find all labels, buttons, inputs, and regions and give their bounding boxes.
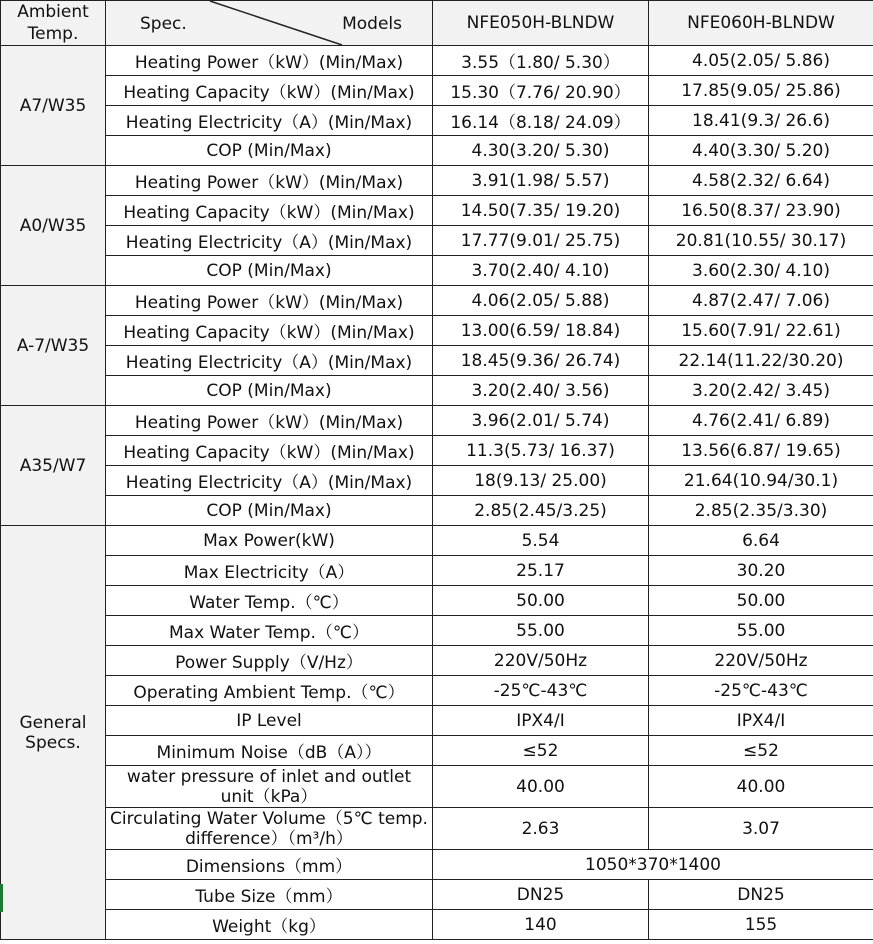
value-b: 155: [649, 910, 873, 940]
table-row: [1, 406, 873, 436]
value-b: 20.81(10.55/ 30.17): [649, 226, 873, 256]
table-row: [1, 496, 873, 526]
value-a: 18(9.13/ 25.00): [433, 466, 649, 496]
edge-marker: [0, 884, 3, 912]
value-a: 13.00(6.59/ 18.84): [433, 316, 649, 346]
spec-cell: COP (Min/Max): [106, 256, 433, 286]
table-row: [1, 910, 873, 940]
value-b: 22.14(11.22/30.20): [649, 346, 873, 376]
spec-cell: COP (Min/Max): [106, 496, 433, 526]
value-b: 3.07: [649, 808, 873, 850]
value-a: 14.50(7.35/ 19.20): [433, 196, 649, 226]
condition-a-7-w35: A-7/W35: [1, 286, 106, 406]
spec-cell: Heating Capacity（kW）(Min/Max): [106, 316, 433, 346]
value-b: 4.58(2.32/ 6.64): [649, 166, 873, 196]
spec-cell: Circulating Water Volume（5℃ temp. difference）（m³/h）: [106, 808, 433, 850]
value-a: ≤52: [433, 736, 649, 766]
spec-cell: Heating Electricity（A）(Min/Max): [106, 346, 433, 376]
value-a: 55.00: [433, 616, 649, 646]
spec-cell: Tube Size（mm）: [106, 880, 433, 910]
value-b: 3.60(2.30/ 4.10): [649, 256, 873, 286]
table-row: [1, 736, 873, 766]
value-b: 17.85(9.05/ 25.86): [649, 76, 873, 106]
value-a: 2.85(2.45/3.25): [433, 496, 649, 526]
value-a: 40.00: [433, 766, 649, 808]
spec-cell: water pressure of inlet and outlet unit（kPa）: [106, 766, 433, 808]
value-b: 15.60(7.91/ 22.61): [649, 316, 873, 346]
value-b: 13.56(6.87/ 19.65): [649, 436, 873, 466]
table-row: [1, 646, 873, 676]
value-a: 50.00: [433, 586, 649, 616]
model-a-header: NFE050H-BLNDW: [433, 1, 649, 46]
table-row: [1, 676, 873, 706]
value-b: 6.64: [649, 526, 873, 556]
value-a: DN25: [433, 880, 649, 910]
value-b: 2.85(2.35/3.30): [649, 496, 873, 526]
table-row: [1, 136, 873, 166]
table-row: [1, 808, 873, 850]
table-row: [1, 226, 873, 256]
value-a: 140: [433, 910, 649, 940]
table-row: [1, 46, 873, 76]
model-b-header: NFE060H-BLNDW: [649, 1, 873, 46]
value-b: 4.87(2.47/ 7.06): [649, 286, 873, 316]
table-row: [1, 376, 873, 406]
value-a: 3.20(2.40/ 3.56): [433, 376, 649, 406]
condition-a35-w7: A35/W7: [1, 406, 106, 526]
spec-cell: Heating Capacity（kW）(Min/Max): [106, 196, 433, 226]
ambient-temp-header: Ambient Temp.: [1, 1, 106, 46]
value-a: 4.06(2.05/ 5.88): [433, 286, 649, 316]
value-b: 220V/50Hz: [649, 646, 873, 676]
value-a: 11.3(5.73/ 16.37): [433, 436, 649, 466]
value-a: 3.70(2.40/ 4.10): [433, 256, 649, 286]
value-a: 3.96(2.01/ 5.74): [433, 406, 649, 436]
table-row: [1, 850, 873, 880]
value-a: 25.17: [433, 556, 649, 586]
table-row: [1, 196, 873, 226]
value-b: 18.41(9.3/ 26.6): [649, 106, 873, 136]
value-b: 4.40(3.30/ 5.20): [649, 136, 873, 166]
table-row: [1, 256, 873, 286]
spec-cell: Heating Power（kW）(Min/Max): [106, 46, 433, 76]
table-row: [1, 166, 873, 196]
spec-cell: Heating Capacity（kW）(Min/Max): [106, 76, 433, 106]
table-row: [1, 466, 873, 496]
value-a: -25℃-43℃: [433, 676, 649, 706]
spec-cell: Heating Electricity（A）(Min/Max): [106, 106, 433, 136]
value-a: 17.77(9.01/ 25.75): [433, 226, 649, 256]
value-b: DN25: [649, 880, 873, 910]
value-b: 55.00: [649, 616, 873, 646]
header-row: [1, 1, 873, 46]
value-b: -25℃-43℃: [649, 676, 873, 706]
table-row: [1, 76, 873, 106]
table-row: [1, 706, 873, 736]
general-specs-label: General Specs.: [1, 526, 106, 940]
spec-cell: Heating Power（kW）(Min/Max): [106, 406, 433, 436]
merged-value: 1050*370*1400: [433, 850, 873, 880]
table-row: [1, 586, 873, 616]
value-a: 4.30(3.20/ 5.30): [433, 136, 649, 166]
spec-cell: Heating Electricity（A）(Min/Max): [106, 226, 433, 256]
spec-label: Spec.: [140, 14, 187, 34]
spec-cell: Operating Ambient Temp.（℃）: [106, 676, 433, 706]
value-b: 4.76(2.41/ 6.89): [649, 406, 873, 436]
table-row: [1, 616, 873, 646]
value-a: 5.54: [433, 526, 649, 556]
spec-cell: Power Supply（V/Hz）: [106, 646, 433, 676]
value-b: 3.20(2.42/ 3.45): [649, 376, 873, 406]
spec-cell: COP (Min/Max): [106, 136, 433, 166]
models-label: Models: [342, 14, 402, 34]
spec-cell: Weight（kg）: [106, 910, 433, 940]
spec-cell: Max Power(kW): [106, 526, 433, 556]
spec-cell: Water Temp.（℃）: [106, 586, 433, 616]
table-row: [1, 286, 873, 316]
table-row: [1, 556, 873, 586]
spec-cell: Max Water Temp.（℃）: [106, 616, 433, 646]
condition-a7-w35: A7/W35: [1, 46, 106, 166]
table-row: [1, 766, 873, 808]
value-b: 16.50(8.37/ 23.90): [649, 196, 873, 226]
spec-cell: Minimum Noise（dB（A））: [106, 736, 433, 766]
spec-cell: Heating Power（kW）(Min/Max): [106, 166, 433, 196]
table-row: [1, 880, 873, 910]
spec-cell: Max Electricity（A）: [106, 556, 433, 586]
value-b: 30.20: [649, 556, 873, 586]
value-b: 50.00: [649, 586, 873, 616]
value-a: 18.45(9.36/ 26.74): [433, 346, 649, 376]
spec-cell: Heating Capacity（kW）(Min/Max): [106, 436, 433, 466]
table-row: [1, 106, 873, 136]
table-row: [1, 346, 873, 376]
value-b: IPX4/I: [649, 706, 873, 736]
spec-cell: Heating Electricity（A）(Min/Max): [106, 466, 433, 496]
value-a: 3.55（1.80/ 5.30）: [433, 46, 649, 76]
value-a: IPX4/I: [433, 706, 649, 736]
spec-cell: COP (Min/Max): [106, 376, 433, 406]
spec-cell: IP Level: [106, 706, 433, 736]
table-row: [1, 526, 873, 556]
value-a: 3.91(1.98/ 5.57): [433, 166, 649, 196]
condition-a0-w35: A0/W35: [1, 166, 106, 286]
spec-cell: Dimensions（mm）: [106, 850, 433, 880]
value-b: ≤52: [649, 736, 873, 766]
value-a: 16.14（8.18/ 24.09）: [433, 106, 649, 136]
spec-cell: Heating Power（kW）(Min/Max): [106, 286, 433, 316]
table-row: [1, 316, 873, 346]
value-b: 21.64(10.94/30.1): [649, 466, 873, 496]
value-a: 220V/50Hz: [433, 646, 649, 676]
value-a: 15.30（7.76/ 20.90）: [433, 76, 649, 106]
value-b: 40.00: [649, 766, 873, 808]
table-row: [1, 436, 873, 466]
value-b: 4.05(2.05/ 5.86): [649, 46, 873, 76]
value-a: 2.63: [433, 808, 649, 850]
spec-models-header: [106, 1, 433, 46]
